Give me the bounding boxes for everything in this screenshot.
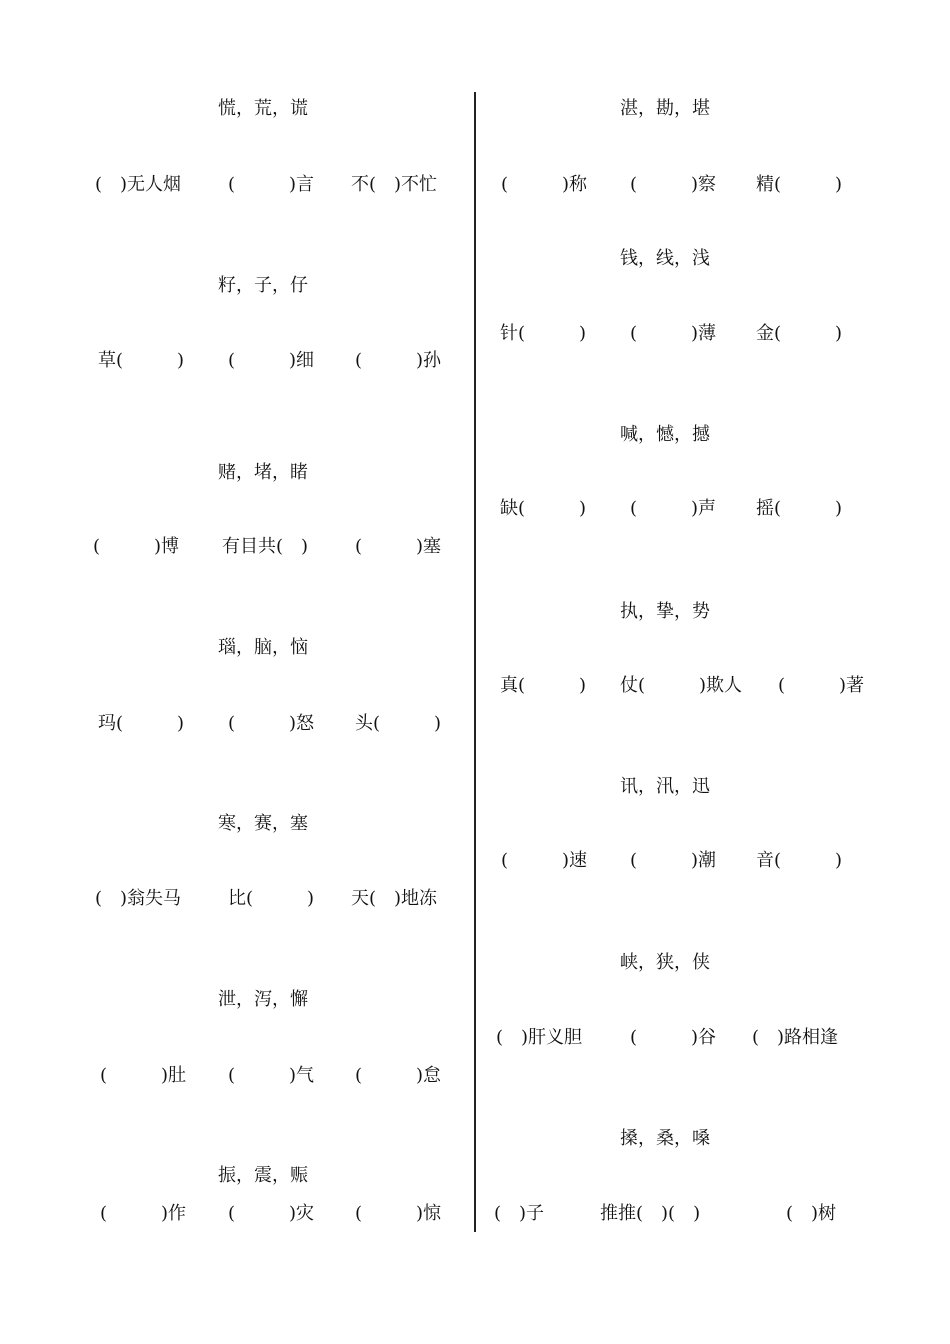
fill-blank-item: 推推( )( ) bbox=[600, 1203, 701, 1224]
group-header: 湛，勘，堪 bbox=[620, 98, 710, 119]
group-header: 喊，憾，撼 bbox=[620, 424, 710, 445]
fill-blank-item: ( )怠 bbox=[355, 1065, 442, 1086]
fill-blank-item: ( )著 bbox=[778, 675, 865, 696]
fill-blank-item: ( )作 bbox=[100, 1203, 187, 1224]
group-header: 慌，荒，谎 bbox=[218, 98, 308, 119]
group-header: 执，挚，势 bbox=[620, 601, 710, 622]
fill-blank-item: ( )路相逢 bbox=[752, 1027, 839, 1048]
fill-blank-item: ( )潮 bbox=[630, 850, 717, 871]
fill-blank-item: 针( ) bbox=[500, 323, 587, 344]
fill-blank-item: 精( ) bbox=[756, 174, 843, 195]
group-header: 赌，堵，睹 bbox=[218, 462, 308, 483]
fill-blank-item: 缺( ) bbox=[500, 498, 587, 519]
fill-blank-item: ( )无人烟 bbox=[95, 174, 182, 195]
fill-blank-item: ( )谷 bbox=[630, 1027, 717, 1048]
fill-blank-item: 玛( ) bbox=[98, 713, 185, 734]
fill-blank-item: 不( )不忙 bbox=[351, 174, 438, 195]
fill-blank-item: 天( )地冻 bbox=[351, 888, 438, 909]
fill-blank-item: 有目共( ) bbox=[222, 536, 309, 557]
fill-blank-item: ( )声 bbox=[630, 498, 717, 519]
fill-blank-item: 草( ) bbox=[98, 350, 185, 371]
group-header: 搡，桑，嗓 bbox=[620, 1128, 710, 1149]
fill-blank-item: ( )称 bbox=[501, 174, 588, 195]
fill-blank-item: ( )翁失马 bbox=[95, 888, 182, 909]
fill-blank-item: ( )肚 bbox=[100, 1065, 187, 1086]
fill-blank-item: 音( ) bbox=[756, 850, 843, 871]
group-header: 籽，子，仔 bbox=[218, 275, 308, 296]
fill-blank-item: ( )塞 bbox=[355, 536, 442, 557]
fill-blank-item: ( )细 bbox=[228, 350, 315, 371]
group-header: 钱，线，浅 bbox=[620, 248, 710, 269]
fill-blank-item: 比( ) bbox=[228, 888, 315, 909]
column-divider bbox=[474, 92, 476, 1232]
fill-blank-item: ( )树 bbox=[786, 1203, 837, 1224]
fill-blank-item: ( )速 bbox=[501, 850, 588, 871]
fill-blank-item: 头( ) bbox=[355, 713, 442, 734]
group-header: 振，震，赈 bbox=[218, 1165, 308, 1186]
fill-blank-item: ( )薄 bbox=[630, 323, 717, 344]
group-header: 讯，汛，迅 bbox=[620, 776, 710, 797]
fill-blank-item: ( )子 bbox=[494, 1203, 545, 1224]
fill-blank-item: 仗( )欺人 bbox=[620, 675, 743, 696]
fill-blank-item: ( )气 bbox=[228, 1065, 315, 1086]
fill-blank-item: ( )灾 bbox=[228, 1203, 315, 1224]
group-header: 瑙，脑，恼 bbox=[218, 637, 308, 658]
fill-blank-item: ( )言 bbox=[228, 174, 315, 195]
fill-blank-item: ( )博 bbox=[93, 536, 180, 557]
fill-blank-item: ( )惊 bbox=[355, 1203, 442, 1224]
fill-blank-item: 金( ) bbox=[756, 323, 843, 344]
fill-blank-item: 真( ) bbox=[500, 675, 587, 696]
fill-blank-item: 摇( ) bbox=[756, 498, 843, 519]
fill-blank-item: ( )孙 bbox=[355, 350, 442, 371]
group-header: 峡，狭，侠 bbox=[620, 952, 710, 973]
fill-blank-item: ( )怒 bbox=[228, 713, 315, 734]
group-header: 泄，泻，懈 bbox=[218, 989, 308, 1010]
fill-blank-item: ( )察 bbox=[630, 174, 717, 195]
fill-blank-item: ( )肝义胆 bbox=[496, 1027, 583, 1048]
group-header: 寒，赛，塞 bbox=[218, 813, 308, 834]
